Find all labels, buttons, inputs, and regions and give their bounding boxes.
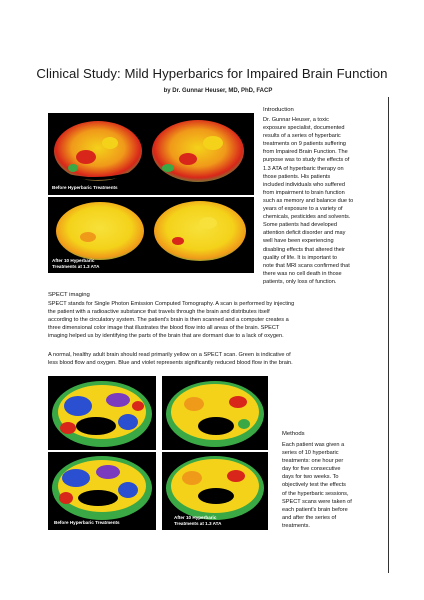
text-line: such as memory and balance due to: [263, 197, 354, 204]
after-treatment-caption: [52, 258, 99, 270]
text-line: day for five consecutive: [282, 466, 341, 473]
text-line: note that MRI scans confirmed that: [263, 262, 350, 269]
text-line: of the hyperbaric sessions,: [282, 490, 349, 497]
spect-color-paragraph: [48, 351, 386, 367]
spect-scan-bottom-after-top: [162, 376, 268, 450]
text-line: included individuals who suffered: [263, 181, 345, 188]
text-line: imaging helped us by identifying the parts of the brain that are dormant due to a lack of oxygen.: [48, 333, 284, 340]
column-divider: [388, 97, 389, 573]
text-line: exposure specialist, documented: [263, 125, 345, 132]
text-line: Each patient was given a: [282, 442, 345, 448]
before-treatment-caption: Before Hyperbaric Treatments: [52, 185, 118, 190]
text-line: results of a series of hyperbaric: [263, 133, 341, 140]
text-line: series of 10 hyperbaric: [282, 450, 339, 457]
text-line: 1.3 ATA of hyperbaric therapy on: [263, 165, 344, 172]
text-line: SPECT stands for Single Photon Emission Computed Tomography. A scan is performed by injecting: [48, 301, 295, 307]
text-line: and after the series of: [282, 514, 337, 521]
text-line: the patient with a radioactive substance that travels through the brain and distributes itself: [48, 309, 270, 316]
methods-heading: Methods: [282, 431, 305, 437]
text-line: chemicals, pesticides and solvents.: [263, 214, 351, 221]
after-caption-line-2: Treatments at 1.3 ATA: [174, 521, 222, 526]
text-line: treatments on 9 patients suffering: [263, 141, 346, 148]
text-line: those patients. His patients: [263, 173, 331, 180]
text-line: A normal, healthy adult brain should read primarily yellow on a SPECT scan. Green is indicative of: [48, 352, 291, 358]
text-line: quality of life. It is important to: [263, 254, 337, 261]
author-byline: by Dr. Gunnar Heuser, MD, PhD, FACP: [163, 88, 273, 94]
after-treatment-caption: [174, 515, 221, 527]
text-line: Dr. Gunnar Heuser, a toxic: [263, 117, 329, 123]
text-line: patients, only loss of function.: [263, 278, 337, 285]
after-caption-line-1: After 10 Hyperbaric: [52, 258, 95, 263]
after-caption-line-1: After 10 Hyperbaric: [174, 515, 217, 520]
brain-scan-image: [48, 452, 156, 530]
spect-heading: SPECT imaging: [48, 292, 90, 298]
methods-paragraph: [282, 441, 386, 530]
text-line: from Impaired Brain Function. The: [263, 149, 348, 156]
before-treatment-caption: Before Hyperbaric Treatments: [54, 520, 120, 525]
intro-heading: Introduction: [263, 107, 294, 113]
brain-scan-image: [162, 376, 268, 450]
spect-scan-bottom-before-bottom: [48, 452, 156, 530]
text-line: disabling effects that altered their: [263, 246, 345, 253]
text-line: years of exposure to a variety of: [263, 206, 343, 213]
intro-paragraph: [263, 116, 387, 286]
text-line: less blood flow and oxygen. Blue and violet represents significantly reduced blood flow in the brain.: [48, 360, 293, 367]
text-line: three dimensional color image that illustrates the blood flow into all areas of the brain. SPECT: [48, 325, 280, 332]
text-line: from impairment to brain function: [263, 189, 345, 196]
text-line: days for two weeks. To: [282, 474, 339, 481]
text-line: SPECT scans were taken of: [282, 498, 352, 505]
spect-scan-bottom-after-bottom: [162, 452, 268, 530]
after-caption-line-2: Treatments at 1.3 ATA: [52, 264, 100, 269]
text-line: attention deficit disorder and may: [263, 230, 346, 237]
text-line: each patient's brain before: [282, 506, 348, 513]
brain-scan-image: [48, 113, 254, 195]
text-line: objectively test the effects: [282, 482, 346, 489]
text-line: treatments.: [282, 522, 310, 529]
text-line: well have been experiencing: [263, 238, 334, 245]
text-line: according to the circulatory system. The patient's brain is then scanned and a computer creates a: [48, 317, 289, 324]
spect-paragraph: [48, 300, 386, 340]
text-line: treatments: one hour per: [282, 458, 344, 465]
page-title: Clinical Study: Mild Hyperbarics for Impaired Brain Function: [36, 66, 388, 81]
text-line: Some patients had developed: [263, 222, 338, 229]
spect-scan-top-before: [48, 113, 254, 195]
text-line: purpose was to study the effects of: [263, 157, 350, 164]
text-line: there was no cell death in those: [263, 270, 342, 277]
spect-scan-bottom-before-top: [48, 376, 156, 450]
brain-scan-image: [48, 376, 156, 450]
spect-scan-top-after: [48, 197, 254, 273]
